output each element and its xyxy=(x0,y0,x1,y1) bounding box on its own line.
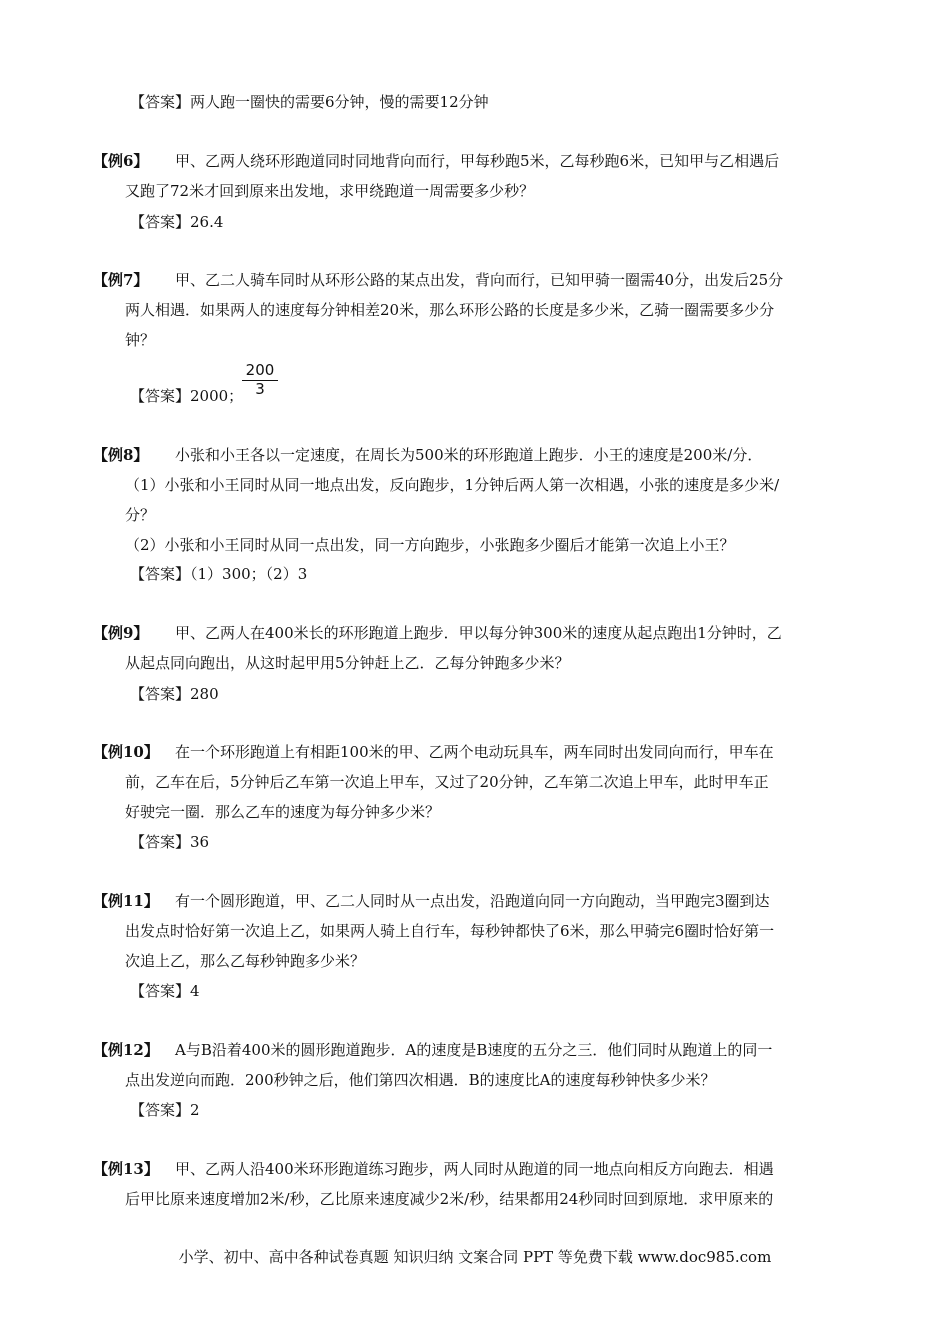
example-label: 【例6】 xyxy=(93,152,149,170)
answer-fraction xyxy=(242,362,278,398)
question-line: 甲、乙两人在400米长的环形跑道上跑步．甲以每分钟300米的速度从起点跑出1分钟时，乙 xyxy=(175,624,782,642)
question-line: 甲、乙两人绕环形跑道同时同地背向而行，甲每秒跑5米，乙每秒跑6米，已知甲与乙相遇后 xyxy=(175,152,780,170)
question-line: （2）小张和小王同时从同一点出发，同一方向跑步，小张跑多少圈后才能第一次追上小王？ xyxy=(125,536,735,554)
answer-text: 【答案】两人跑一圈快的需要6分钟，慢的需要12分钟 xyxy=(130,93,489,111)
example-label: 【例10】 xyxy=(93,743,159,761)
answer-text: 【答案】2 xyxy=(130,1101,200,1119)
fraction-denominator: 3 xyxy=(255,380,265,398)
question-line: A与B沿着400米的圆形跑道跑步．A的速度是B速度的五分之三．他们同时从跑道上的同一 xyxy=(175,1041,773,1059)
answer-text: 【答案】2000； xyxy=(130,387,244,405)
example-label: 【例8】 xyxy=(93,446,149,464)
question-line: 小张和小王各以一定速度，在周长为500米的环形跑道上跑步．小王的速度是200米/分． xyxy=(175,446,763,464)
question-line: 次追上乙，那么乙每秒钟跑多少米？ xyxy=(125,952,366,970)
question-line: 出发点时恰好第一次追上乙，如果两人骑上自行车，每秒钟都快了6米，那么甲骑完6圈时恰好第一 xyxy=(125,922,775,940)
question-line: 钟？ xyxy=(125,331,156,349)
answer-text: 【答案】4 xyxy=(130,982,200,1000)
question-line: 点出发逆向而跑．200秒钟之后，他们第四次相遇．B的速度比A的速度每秒钟快多少米？ xyxy=(125,1071,716,1089)
answer-text: 【答案】36 xyxy=(130,833,210,851)
question-line: 前，乙车在后，5分钟后乙车第一次追上甲车，又过了20分钟，乙车第二次追上甲车，此时甲车正 xyxy=(125,773,769,791)
example-label: 【例12】 xyxy=(93,1041,159,1059)
question-line: 甲、乙两人沿400米环形跑道练习跑步，两人同时从跑道的同一地点向相反方向跑去．相遇 xyxy=(175,1160,774,1178)
question-line: 后甲比原来速度增加2米/秒，乙比原来速度减少2米/秒，结果都用24秒同时回到原地．求甲原来的 xyxy=(125,1190,774,1208)
example-label: 【例7】 xyxy=(93,271,149,289)
question-line: 甲、乙二人骑车同时从环形公路的某点出发，背向而行，已知甲骑一圈需40分，出发后25分 xyxy=(175,271,784,289)
question-line: 两人相遇．如果两人的速度每分钟相差20米，那么环形公路的长度是多少米，乙骑一圈需要多少分 xyxy=(125,301,775,319)
question-line: 分？ xyxy=(125,506,156,524)
answer-text: 【答案】（1）300；（2）3 xyxy=(130,565,308,583)
fraction-numerator: 200 xyxy=(242,362,278,381)
answer-text: 【答案】26.4 xyxy=(130,213,224,231)
example-label: 【例11】 xyxy=(93,892,159,910)
question-line: 有一个圆形跑道，甲、乙二人同时从一点出发，沿跑道向同一方向跑动，当甲跑完3圈到达 xyxy=(175,892,770,910)
question-line: 又跑了72米才回到原来出发地，求甲绕跑道一周需要多少秒？ xyxy=(125,182,535,200)
answer-text: 【答案】280 xyxy=(130,685,219,703)
question-line: 好驶完一圈．那么乙车的速度为每分钟多少米？ xyxy=(125,803,441,821)
example-label: 【例13】 xyxy=(93,1160,159,1178)
example-label: 【例9】 xyxy=(93,624,149,642)
page-footer: 小学、初中、高中各种试卷真题 知识归纳 文案合同 PPT 等免费下载 www.doc985.com xyxy=(178,1248,772,1266)
question-line: （1）小张和小王同时从同一地点出发，反向跑步，1分钟后两人第一次相遇，小张的速度是多少米/ xyxy=(125,476,780,494)
question-line: 在一个环形跑道上有相距100米的甲、乙两个电动玩具车，两车同时出发同向而行，甲车在 xyxy=(175,743,774,761)
question-line: 从起点同向跑出，从这时起甲用5分钟赶上乙．乙每分钟跑多少米？ xyxy=(125,654,570,672)
